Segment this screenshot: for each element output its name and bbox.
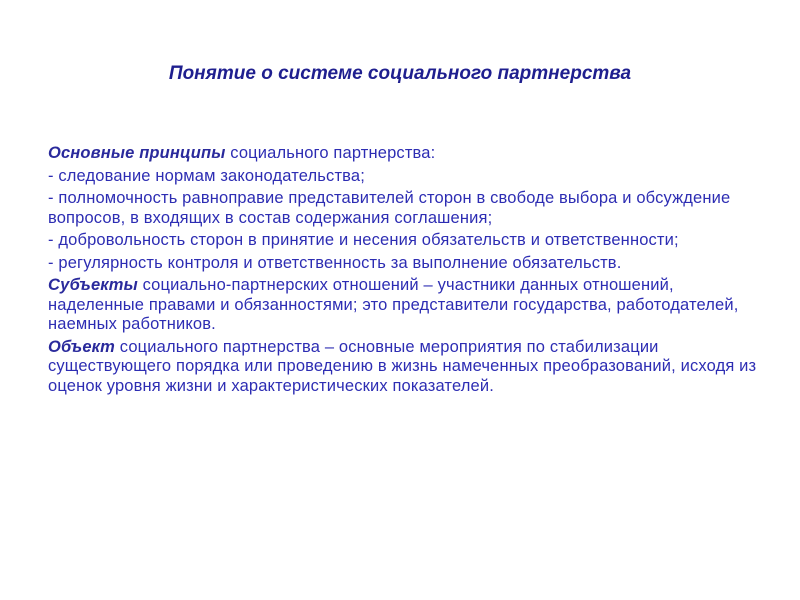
object-text: социального партнерства – основные мероприятия по стабилизации существующего порядка или проведению в жизнь намеченных преобразований, исходя из оценок уровня жизни и характеристических показателей. — [48, 337, 757, 395]
subjects-paragraph — [48, 276, 760, 335]
slide-title: Понятие о системе социального партнерства — [168, 63, 632, 84]
object-term: Объект — [48, 337, 115, 356]
principles-text: социального партнерства: — [225, 144, 436, 162]
principle-item-3: - добровольность сторон в принятие и несения обязательств и ответственности; — [48, 231, 679, 249]
principles-term: Основные принципы — [48, 144, 226, 162]
principle-item-2: - полномочность равноправие представителей сторон в свободе выбора и обсуждение вопросов, в входящих в состав содержания соглашения; — [48, 189, 731, 227]
object-paragraph — [48, 338, 760, 397]
principles-paragraph — [48, 144, 760, 164]
subjects-term: Субъекты — [48, 276, 138, 294]
principle-item-1: - следование нормам законодательства; — [48, 166, 365, 185]
slide-content — [48, 144, 760, 399]
principle-item-4: - регулярность контроля и ответственность за выполнение обязательств. — [48, 253, 622, 272]
subjects-text: социально-партнерских отношений – участники данных отношений, наделенные правами и обязанностями; это представители государства, работодателей, наемных работников. — [48, 276, 739, 333]
